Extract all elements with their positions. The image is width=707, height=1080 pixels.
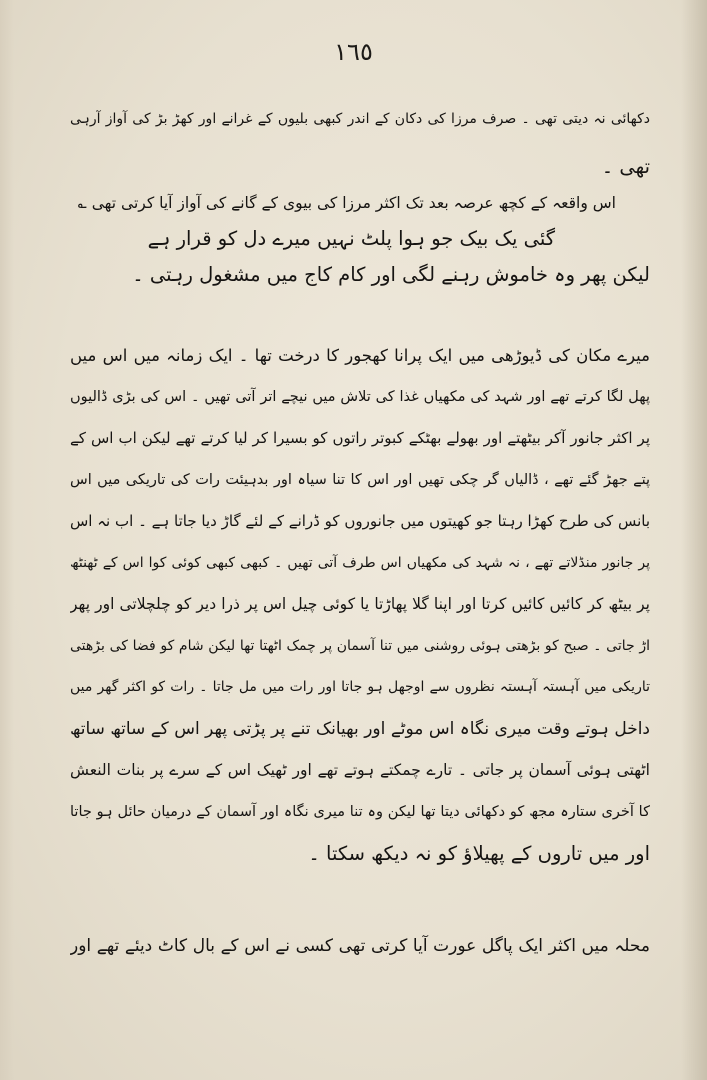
text-line: بانس کی طرح کھڑا رہتا جو کھیتوں میں جانوروں کو ڈرانے کے لئے گاڑ دیا جاتا ہے ۔ اب نہ اس <box>70 512 650 530</box>
text-line: پھل لگا کرتے تھے اور شہد کی مکھیاں غذا کی تلاش میں نیچے اتر آتی تھیں ۔ اس کی بڑی ڈالیوں <box>70 388 650 405</box>
text-line: اڑ جاتی ۔ صبح کو بڑھتی ہوئی روشنی میں تنا آسمان پر چمک اٹھتا تھا لیکن شام کو فضا کی بڑھتی <box>70 637 650 654</box>
text-line: محلہ میں اکثر ایک پاگل عورت آیا کرتی تھی کسی نے اس کے بال کاٹ دیئے تھے اور <box>70 936 650 956</box>
text-line: دکھائی نہ دیتی تھی ۔ صرف مرزا کی دکان کے اندر کبھی بلیوں کے غرانے اور کھڑ بڑ کی آواز آرہی <box>70 111 650 127</box>
text-line: تاریکی میں آہستہ آہستہ نظروں سے اوجھل ہو جاتا اور رات میں مل جاتا ۔ رات کو اکثر گھر میں <box>70 679 650 695</box>
text-line: پر بیٹھ کر کائیں کائیں کرتا اور اپنا گلا پھاڑتا یا کوئی چیل اس پر ذرا دیر کو چلچلاتی اور پھر <box>70 595 650 613</box>
text-line: اس واقعہ کے کچھ عرصہ بعد تک اکثر مرزا کی بیوی کے گانے کی آواز آیا کرتی تھی ؎ <box>77 194 616 212</box>
text-line: تھی ۔ <box>601 155 650 178</box>
text-line: کا آخری ستارہ مجھ کو دکھائی دیتا تھا لیکن وہ تنا میری نگاہ اور آسمان کے درمیان حائل ہو جاتا <box>70 803 650 820</box>
text-line: اور میں تاروں کے پھیلاؤ کو نہ دیکھ سکتا ۔ <box>308 842 650 865</box>
text-line: پر اکثر جانور آکر بیٹھتے اور بھولے بھٹکے کبوتر راتوں کو بسیرا کر لیا کرتے تھے لیکن اب اس کے <box>70 429 650 447</box>
paragraph-2 <box>70 185 650 293</box>
paragraph-1 <box>70 96 650 190</box>
text-line: اٹھتی ہوئی آسمان پر جاتی ۔ تارے چمکتے ہوتے تھے اور ٹھیک اس کے سرے پر بنات النعش <box>70 761 650 779</box>
paragraph-3 <box>70 335 650 875</box>
page-number: ١٦٥ <box>334 38 373 66</box>
text-line: پتے جھڑ گئے تھے ، ڈالیاں گر چکی تھیں اور اس کا تنا سیاہ اور بدہیئت رات کی تاریکی میں اس <box>70 471 650 488</box>
text-line: میرے مکان کی ڈیوڑھی میں ایک پرانا کھجور کا درخت تھا ۔ ایک زمانہ میں اس میں <box>70 346 650 365</box>
paragraph-4 <box>70 926 650 966</box>
verse-line: گئی یک بیک جو ہوا پلٹ نہیں میرے دل کو قرار ہے <box>147 227 555 250</box>
page-edge-shadow <box>0 0 14 1080</box>
spine-shadow <box>681 0 707 1080</box>
text-line: داخل ہوتے وقت میری نگاہ اس موٹے اور بھیانک تنے پر پڑتی پھر اس کے ساتھ ساتھ <box>70 718 650 739</box>
text-line: پر جانور منڈلاتے تھے ، نہ شہد کی مکھیاں اس طرف آتی تھیں ۔ کبھی کبھی کوئی کوا اس کے ٹھنٹھ <box>70 554 650 571</box>
text-line: لیکن پھر وہ خاموش رہنے لگی اور کام کاج میں مشغول رہتی ۔ <box>132 263 650 286</box>
